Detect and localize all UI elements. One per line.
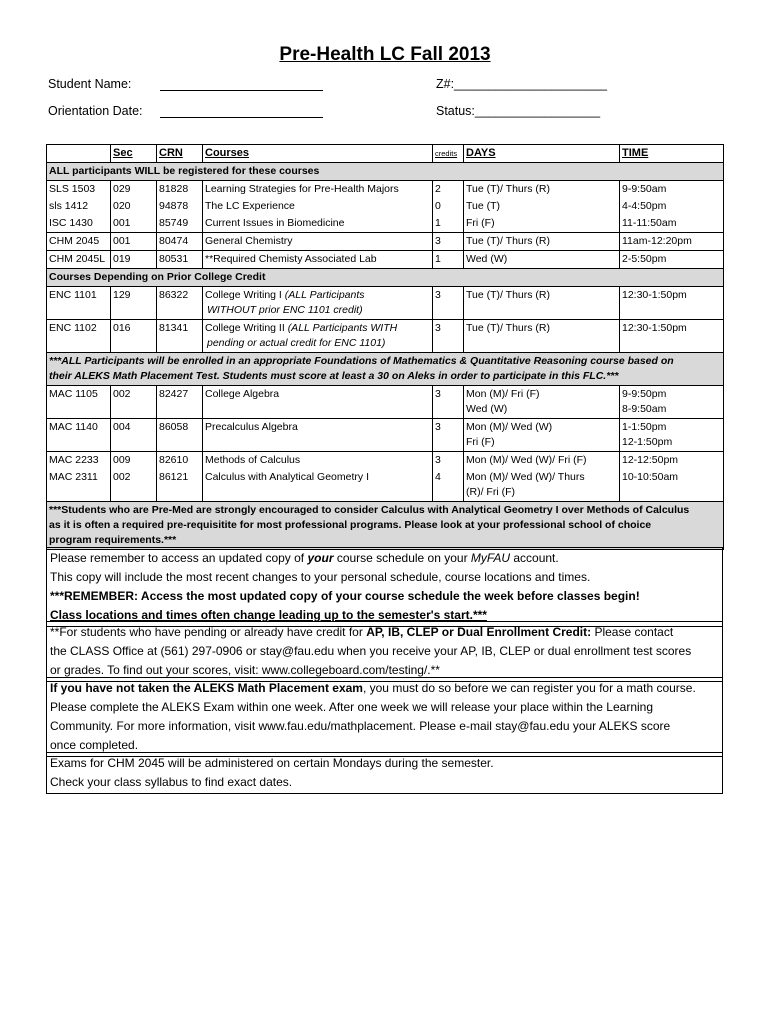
section-all-participants: ALL participants WILL be registered for these courses [47, 163, 724, 181]
col-credits: credits [435, 149, 458, 158]
col-crn: CRN [159, 147, 183, 159]
column-header-row [47, 145, 724, 163]
table-row: SLS 1503 029 81828 Learning Strategies for Pre-Health Majors 2 Tue (T)/ Thurs (R) 9-9:50am [47, 181, 724, 199]
page-title: Pre-Health LC Fall 2013 [279, 44, 491, 65]
student-name-label: Student Name: [48, 77, 132, 91]
section-prior-credit: Courses Depending on Prior College Credit [47, 269, 724, 287]
table-row: MAC 1140 004 86058 Precalculus Algebra 3 Mon (M)/ Wed (W) Fri (F) 1-1:50pm 12-1:50pm [47, 419, 724, 452]
orientation-date-label: Orientation Date: [48, 104, 143, 118]
status-field[interactable]: Status:__________________ [436, 104, 601, 118]
student-name-line[interactable] [160, 90, 323, 91]
col-time: TIME [622, 147, 649, 159]
ap-credit-box: **For students who have pending or already have credit for AP, IB, CLEP or Dual Enrollment Credit: Please contact the CLASS Office at (561) 297-0906 or stay@fau.edu when you receive your AP, IB, CLEP or dual enrollment test scores or grades. To find out your scores, visit: www.collegeboard.com/testing/.** [46, 621, 723, 682]
table-row: CHM 2045 001 80474 General Chemistry 3 Tue (T)/ Thurs (R) 11am-12:20pm [47, 233, 724, 251]
col-courses: Courses [205, 147, 250, 159]
table-row: ENC 1101 129 86322 College Writing I (ALL Participants WITHOUT prior ENC 1101 credit) 3 Tue (T)/ Thurs (R) 12:30-1:50pm [47, 287, 724, 320]
table-row: MAC 1105 002 82427 College Algebra 3 Mon (M)/ Fri (F) Wed (W) 9-9:50pm 8-9:50am [47, 386, 724, 419]
schedule-table [46, 144, 724, 550]
table-row: ISC 1430 001 85749 Current Issues in Biomedicine 1 Fri (F) 11-11:50am [47, 215, 724, 233]
schedule-reminder-box: Please remember to access an updated copy of your course schedule on your MyFAU account. This copy will include the most recent changes to your personal schedule, course locations and times. ***REMEMBER: Access the most updated copy of your course schedule the week before classes begin! Class locations and times often change leading up to the semester's start.*** [46, 547, 723, 627]
table-row: sls 1412 020 94878 The LC Experience 0 Tue (T) 4-4:50pm [47, 198, 724, 215]
col-days: DAYS [466, 147, 496, 159]
col-sec: Sec [113, 147, 133, 159]
table-row: MAC 2233 009 82610 Methods of Calculus 3 Mon (M)/ Wed (W)/ Fri (F) 12-12:50pm [47, 452, 724, 470]
math-placement-note: ***ALL Participants will be enrolled in an appropriate Foundations of Mathematics & Quantitative Reasoning course based on their ALEKS Math Placement Test. Students must score at least a 30 on Aleks in order to participate in this FLC.*** [47, 353, 724, 386]
table-row: ENC 1102 016 81341 College Writing II (ALL Participants WITH pending or actual credit for ENC 1101) 3 Tue (T)/ Thurs (R) 12:30-1:50pm [47, 320, 724, 353]
calculus-recommendation-note: ***Students who are Pre-Med are strongly encouraged to consider Calculus with Analytical Geometry I over Methods of Calculus as it is often a required pre-requisitite for most professional programs. Please look at your professional school of choice program requirements.*** [47, 502, 724, 550]
orientation-date-line[interactable] [160, 117, 323, 118]
chm-exams-box: Exams for CHM 2045 will be administered on certain Mondays during the semester. Check your class syllabus to find exact dates. [46, 752, 723, 794]
z-number-field[interactable]: Z#:______________________ [436, 77, 608, 91]
table-row: CHM 2045L 019 80531 **Required Chemisty Associated Lab 1 Wed (W) 2-5:50pm [47, 251, 724, 269]
aleks-exam-box: If you have not taken the ALEKS Math Placement exam, you must do so before we can register you for a math course. Please complete the ALEKS Exam within one week. After one week we will release your place within the Learning Community. For more information, visit www.fau.edu/mathplacement. Please e-mail stay@fau.edu your ALEKS score once completed. [46, 677, 723, 757]
table-row: MAC 2311 002 86121 Calculus with Analytical Geometry I 4 Mon (M)/ Wed (W)/ Thurs (R)/ Fri (F) 10-10:50am [47, 469, 724, 502]
